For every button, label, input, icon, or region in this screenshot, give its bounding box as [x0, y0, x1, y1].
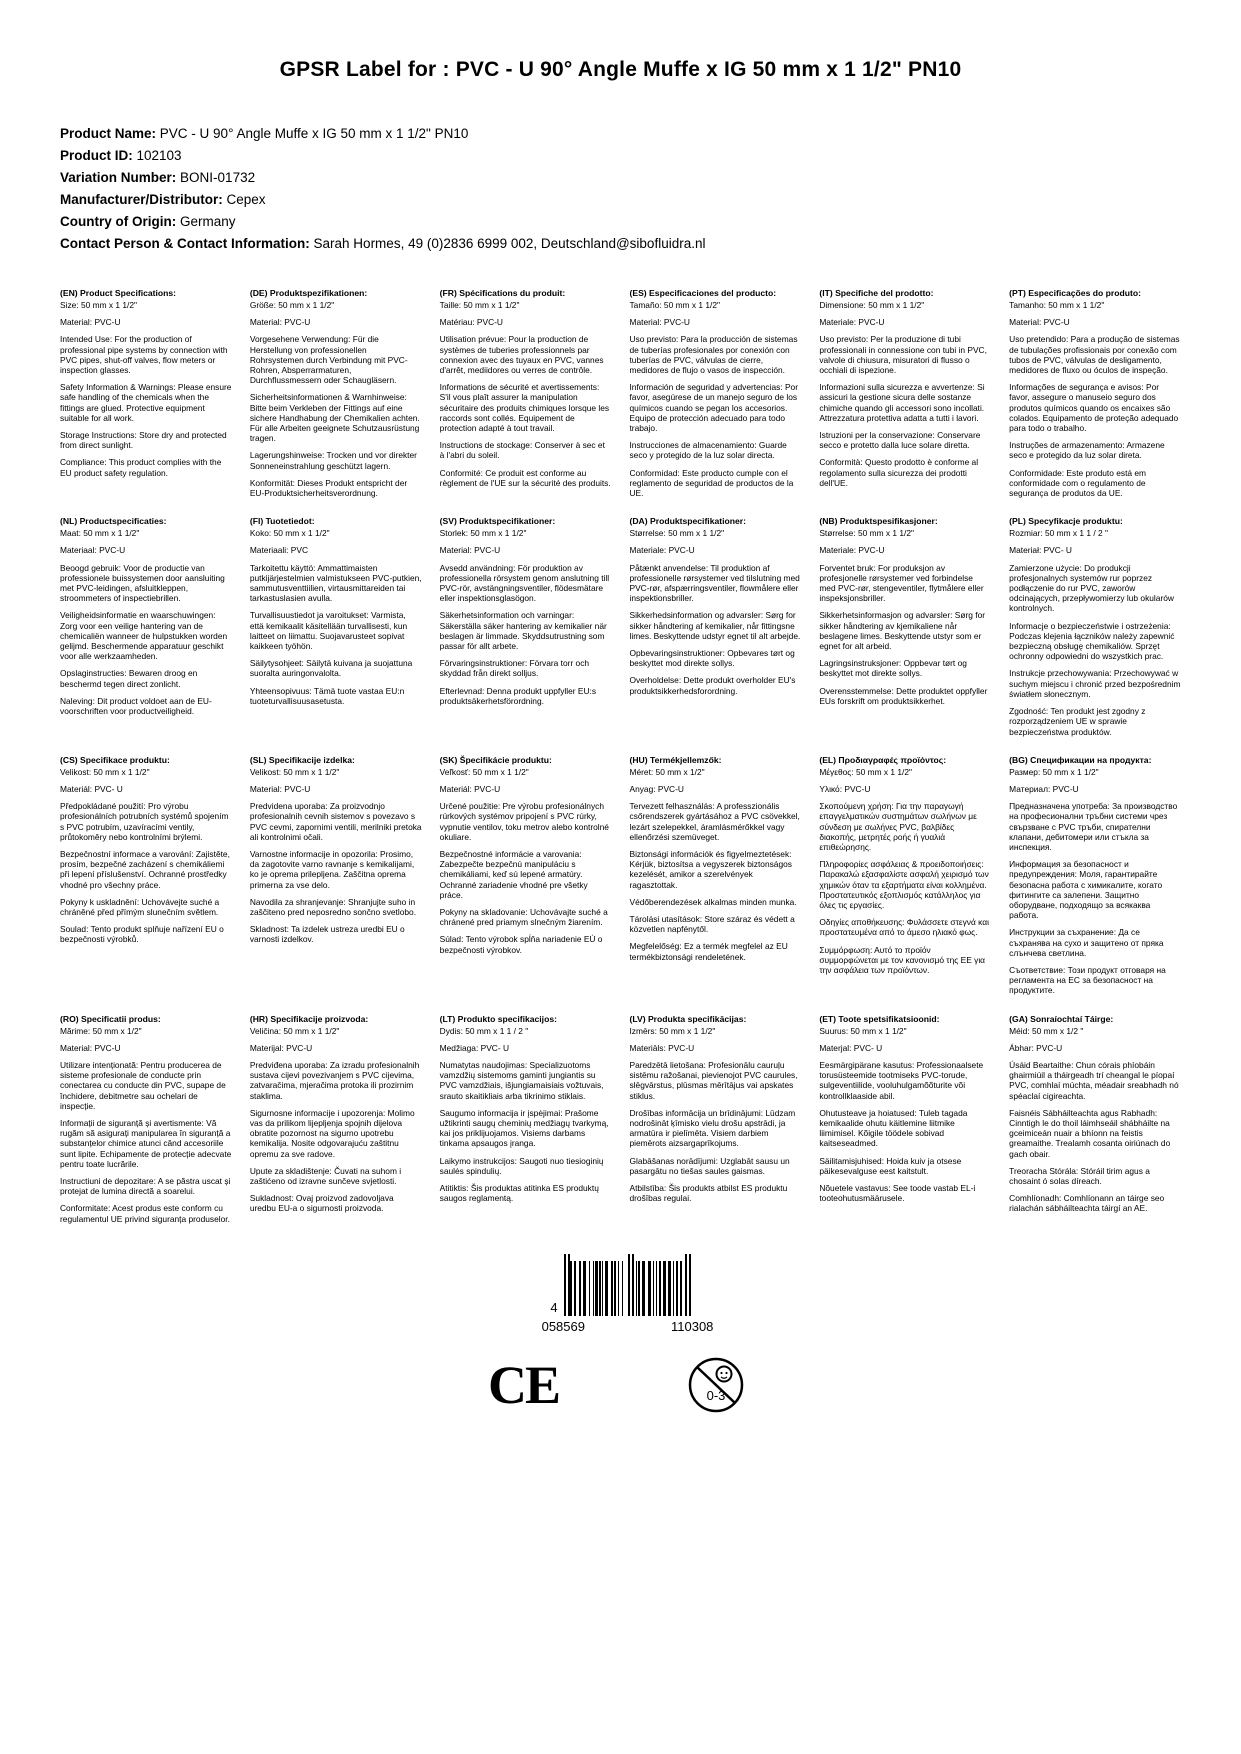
spec-paragraph: Размер: 50 mm x 1 1/2"	[1009, 766, 1099, 777]
spec-paragraph: Μέγεθος: 50 mm x 1 1/2"	[819, 766, 913, 777]
spec-paragraph: Materiaali: PVC	[249, 545, 309, 556]
spec-paragraph: Utilisation prévue: Pour la production de systèmes de tuberies professionnels par connexion avec des tuyaux en PVC, vannes d'arrêt, mediidores ou verres de contrôle.	[439, 334, 604, 376]
spec-paragraph: Naleving: Dit product voldoet aan de EU-voorschriften voor productveiligheid.	[60, 695, 212, 717]
spec-paragraph: Størrelse: 50 mm x 1 1/2"	[629, 528, 725, 539]
spec-paragraph: Treoracha Stórála: Stóráil tirim agus a chosaint ó solas díreach.	[1009, 1165, 1150, 1186]
spec-paragraph: Υλικό: PVC-U	[819, 783, 871, 794]
spec-paragraph: Úsáid Beartaithe: Chun córais phíobáin ghairmiúil a tháirgeadh trí cheangal le píopaí PVC, comhlaí múchta, méadair sreabhadh nó spéaclaí cigireachta.	[1009, 1059, 1179, 1101]
spec-paragraph: Izmērs: 50 mm x 1 1/2"	[629, 1025, 716, 1036]
spec-block-title: (SL) Specifikacije izdelka:	[249, 754, 355, 765]
spec-block-body	[1009, 528, 1181, 736]
spec-block-nl	[60, 516, 232, 736]
spec-paragraph: Materjal: PVC- U	[819, 1042, 883, 1053]
meta-row-product-id	[60, 146, 1181, 166]
spec-paragraph: Materiale: PVC-U	[629, 545, 695, 556]
spec-paragraph: Atitiktis: Šis produktas atitinka ES produktų saugos reglamentą.	[439, 1183, 599, 1204]
spec-paragraph: Informacje o bezpieczeństwie i ostrzeżenia: Podczas klejenia łączników należy zapewnić bezpieczną obsługę chemikaliów. Sprzęt ochronny odpowiedni do wszystkich prac.	[1009, 620, 1175, 662]
spec-paragraph: Informations de sécurité et avertissements: S'il vous plaît assurer la manipulation sécuritaire des produits chimiques lorsque les raccords sont collés. Equipement de protection adapté à tout travail.	[439, 382, 610, 434]
spec-paragraph: Material: PVC-U	[60, 317, 121, 328]
spec-paragraph: Съответствие: Този продукт отговаря на регламента на ЕС за безопасност на продуктите.	[1009, 964, 1166, 996]
spec-block-title: (NB) Produktspesifikasjoner:	[819, 516, 938, 527]
spec-block-body	[1009, 300, 1181, 498]
spec-paragraph: Saugumo informacija ir įspėjimai: Prašome užtikrinti saugų cheminių medžiagų tvarkymą, kai jos priklijuojamos. Visiems darbams tinkama apsaugos įranga.	[439, 1107, 609, 1149]
spec-block-title: (NL) Productspecificaties:	[60, 516, 167, 527]
spec-paragraph: Säkerhetsinformation och varningar: Säkerställa säker hantering av kemikalier när beslagen är limmade. Skyddsutrustning som passar för allt arbete.	[439, 610, 607, 652]
spec-paragraph: Sikkerhetsinformasjon og advarsler: Sørg for sikker håndtering av kjemikaliene når beslagene limes. Beskyttende utstyr som er egnet for alt arbeid.	[819, 610, 986, 652]
spec-block-body	[440, 528, 612, 706]
spec-block-body	[250, 528, 422, 706]
spec-paragraph: Materijal: PVC-U	[249, 1042, 313, 1053]
spec-paragraph: Pokyny na skladovanie: Uchovávajte suché a chránené pred priamym slnečným žiarením.	[439, 906, 608, 928]
spec-block-title: (ET) Toote spetsifikatsioonid:	[819, 1013, 940, 1024]
spec-block-title: (BG) Спецификации на продукта:	[1009, 754, 1152, 765]
spec-block-de	[250, 288, 422, 498]
spec-block-title: (SV) Produktspecifikationer:	[439, 516, 556, 527]
spec-paragraph: Materiał: PVC- U	[1009, 545, 1072, 556]
spec-paragraph: Konformität: Dieses Produkt entspricht der EU-Produktsicherheitsverordnung.	[249, 477, 408, 499]
spec-paragraph: Compliance: This product complies with the EU product safety regulation.	[60, 457, 222, 478]
spec-paragraph: Zamierzone użycie: Do produkcji profesjonalnych systemów rur poprzez podłączenie do rur PVC, zaworów odcinających, przepływomierzy lub okularów kontrolnych.	[1009, 562, 1174, 614]
spec-paragraph: Dimensione: 50 mm x 1 1/2"	[819, 300, 925, 310]
compliance-marks	[488, 1356, 753, 1414]
spec-paragraph: Οδηγίες αποθήκευσης: Φυλάσσετε στεγνά και προστατευμένα από το άμεσο ηλιακό φως.	[819, 917, 989, 938]
spec-block-body	[629, 767, 801, 962]
spec-block-el	[819, 755, 991, 996]
meta-row-product-name	[60, 124, 1181, 144]
spec-block-title: (EL) Προδιαγραφές προϊόντος:	[819, 754, 947, 765]
spec-paragraph: Glabāšanas norādījumi: Uzglabāt sausu un pasargātu no tiešas saules gaismas.	[629, 1155, 790, 1176]
spec-block-nb	[819, 516, 991, 736]
spec-paragraph: Sigurnosne informacije i upozorenja: Molimo vas da prilikom lijepljenja spojnih dijelova obratite pozornost na sigurno upotrebu kemikalija. Nosite odgovarajuću zaštitnu opremu za sve radove.	[249, 1107, 415, 1159]
spec-paragraph: Rozmiar: 50 mm x 1 1 / 2 "	[1009, 528, 1109, 539]
spec-block-title: (EN) Product Specifications:	[60, 288, 177, 298]
spec-paragraph: Lagringsinstruksjoner: Oppbevar tørt og beskyttet mot direkte sollys.	[819, 658, 967, 679]
spec-paragraph: Storage Instructions: Store dry and protected from direct sunlight.	[60, 430, 227, 451]
spec-block-body	[819, 767, 991, 975]
spec-paragraph: Súlad: Tento výrobok spĺňa nariadenie EÚ o bezpečnosti výrobkov.	[439, 934, 603, 955]
spec-paragraph: Predviđena uporaba: Za izradu profesionalnih sustava cijevi povezivanjem s PVC cijevima, zatvaračima, mjeračima protoka ili prozirnim staklima.	[249, 1059, 420, 1101]
spec-block-body	[60, 1026, 232, 1224]
spec-paragraph: Πληροφορίες ασφάλειας & προειδοποιήσεις: Παρακαλώ εξασφαλίστε ασφαλή χειρισμό των χημικών όταν τα εξαρτήματα είναι κολλημένα. Προστατευτικός εξοπλισμός κατάλληλος για όλες τις εργασίες.	[819, 859, 989, 910]
spec-block-body	[819, 1026, 991, 1204]
spec-block-bg	[1009, 755, 1181, 996]
spec-paragraph: Biztonsági információk és figyelmeztetések: Kérjük, biztosítsa a vegyszerek biztonságos kezelését, amikor a szerelvények ragasztottak.	[629, 848, 792, 890]
spec-block-title: (PT) Especificações do produto:	[1009, 288, 1141, 298]
spec-paragraph: Zgodność: Ten produkt jest zgodny z rozporządzeniem UE w sprawie bezpieczeństwa produktów.	[1009, 706, 1146, 737]
spec-paragraph: Pokyny k uskladnění: Uchovávejte suché a chráněné před přímým slunečním světlem.	[60, 896, 220, 917]
meta-label: Product Name:	[60, 126, 157, 141]
spec-paragraph: Tamanho: 50 mm x 1 1/2"	[1009, 300, 1105, 310]
spec-block-title: (RO) Specificatii produs:	[60, 1013, 161, 1024]
spec-block-sl	[250, 755, 422, 996]
spec-paragraph: Numatytas naudojimas: Specializuotoms vamzdžių sistemoms gaminti jungiantis su PVC vamzdžiais, išjungiamaisiais vožtuvais, srauto skaitikliais arba tikrinimo stiklais.	[439, 1059, 604, 1101]
spec-block-es	[629, 288, 801, 498]
spec-paragraph: Soulad: Tento produkt splňuje nařízení EU o bezpečnosti výrobků.	[60, 924, 224, 945]
spec-paragraph: Intended Use: For the production of professional pipe systems by connection with PVC pipes, shut-off valves, flow meters or inspection glasses.	[60, 334, 228, 376]
spec-paragraph: Atbilstība: Šis produkts atbilst ES produktu drošības regulai.	[629, 1183, 788, 1204]
spec-paragraph: Materiál: PVC- U	[60, 783, 123, 794]
spec-block-body	[819, 300, 991, 488]
spec-paragraph: Säilytysohjeet: Säilytä kuivana ja suojattuna suoralta auringonvalolta.	[249, 658, 413, 679]
meta-value: BONI-01732	[180, 170, 256, 185]
spec-row-4	[60, 1014, 1181, 1224]
spec-paragraph: Forventet bruk: For produksjon av profesjonelle rørsystemer ved forbindelse med PVC-rør, stengeventiler, flytmålere eller inspeksjonsbriller.	[819, 562, 984, 604]
spec-paragraph: Maat: 50 mm x 1 1/2"	[60, 528, 140, 539]
spec-paragraph: Bezpečnostní informace a varování: Zajistěte, prosím, bezpečné zacházení s chemikáliemi při lepení příslušenství. Ochranné prostředky vhodné pro všechny práce.	[60, 848, 230, 890]
spec-paragraph: Conformidad: Este producto cumple con el reglamento de seguridad de productos de la UE.	[629, 467, 794, 499]
spec-paragraph: Overholdelse: Dette produkt overholder EU's produktsikkerhedsforordning.	[629, 675, 796, 696]
spec-block-title: (SK) Špecifikácie produktu:	[439, 754, 552, 765]
svg-text:0-3: 0-3	[706, 1387, 726, 1403]
spec-paragraph: Velikost: 50 mm x 1 1/2"	[249, 766, 340, 777]
spec-block-title: (LT) Produkto specifikacijos:	[439, 1013, 557, 1024]
spec-block-fr	[440, 288, 612, 498]
spec-block-en	[60, 288, 232, 498]
spec-paragraph: Megfelelőség: Ez a termék megfelel az EU termékbiztonsági rendeletének.	[629, 941, 788, 962]
spec-paragraph: Materiál: PVC-U	[439, 783, 501, 794]
spec-paragraph: Förvaringsinstruktioner: Förvara torr och skyddad från direkt solljus.	[439, 658, 590, 679]
spec-paragraph: Laikymo instrukcijos: Saugoti nuo tiesioginių saulės spindulių.	[439, 1155, 604, 1176]
spec-paragraph: Avsedd användning: För produktion av professionella rörsystem genom anslutning till PVC-rör, avstängningsventiler, flödesmätare eller inspektionsglasögon.	[439, 562, 610, 604]
spec-block-lt	[440, 1014, 612, 1224]
spec-block-lv	[629, 1014, 801, 1224]
spec-paragraph: Materiale: PVC-U	[819, 317, 885, 328]
spec-block-ga	[1009, 1014, 1181, 1224]
spec-paragraph: Velikost: 50 mm x 1 1/2"	[60, 766, 150, 777]
spec-paragraph: Ábhar: PVC-U	[1009, 1042, 1063, 1053]
spec-paragraph: Tarkoitettu käyttö: Ammattimaisten putkijärjestelmien valmistukseen PVC-putkien, sammutusventtiilien, virtausmittareiden tai tarkastuslasien avulla.	[249, 562, 422, 604]
spec-paragraph: Tamaño: 50 mm x 1 1/2"	[629, 300, 720, 310]
spec-paragraph: Upute za skladištenje: Čuvati na suhom i zaštićeno od izravne sunčeve svjetlosti.	[249, 1165, 402, 1186]
spec-block-title: (DE) Produktspezifikationen:	[249, 288, 368, 298]
spec-block-title: (ES) Especificaciones del producto:	[629, 288, 777, 298]
spec-paragraph: Určené použitie: Pre výrobu profesionálnych rúrkových systémov pripojení s PVC rúrky, vypnutie ventilov, toku metrov alebo kontrolné okuliare.	[439, 801, 609, 842]
spec-block-body	[629, 300, 801, 498]
meta-value: 102103	[136, 148, 182, 163]
spec-paragraph: Material: PVC-U	[439, 545, 501, 556]
spec-block-sk	[440, 755, 612, 996]
spec-row-3	[60, 755, 1181, 996]
spec-paragraph: Material: PVC-U	[629, 317, 690, 328]
spec-paragraph: Instructions de stockage: Conserver à sec et à l'abri du soleil.	[439, 440, 605, 461]
meta-label: Manufacturer/Distributor:	[60, 192, 223, 207]
spec-block-title: (GA) Sonraíochtaí Táirge:	[1009, 1013, 1114, 1024]
meta-value: PVC - U 90° Angle Muffe x IG 50 mm x 1 1/2" PN10	[159, 126, 469, 141]
meta-value: Sarah Hormes, 49 (0)2836 6999 002, Deutschland@sibofluidra.nl	[313, 236, 706, 251]
spec-paragraph: Matériau: PVC-U	[439, 317, 503, 328]
age-warning-icon	[679, 1356, 753, 1414]
spec-paragraph: Vorgesehene Verwendung: Für die Herstellung von professionellen Rohrsystemen durch Verbindung mit PVC-Rohren, Absperrarmaturen, Durchflussmessern oder Schaugläsern.	[249, 334, 408, 386]
spec-paragraph: Mărime: 50 mm x 1/2"	[60, 1025, 142, 1036]
spec-block-body	[250, 300, 422, 498]
meta-label: Country of Origin:	[60, 214, 177, 229]
spec-paragraph: Предназначена употреба: За производство на професионални тръбни системи чрез свързване с PVC тръби, спирателни клапани, дебитомери или стъкла за инспекция.	[1009, 801, 1178, 852]
spec-paragraph: Opslaginstructies: Bewaren droog en beschermd tegen direct zonlicht.	[60, 668, 198, 689]
meta-label: Contact Person & Contact Information:	[60, 236, 310, 251]
spec-paragraph: Material: PVC-U	[249, 317, 311, 328]
spec-paragraph: Conformitate: Acest produs este conform cu regulamentul UE privind siguranța produselor.	[60, 1203, 230, 1224]
spec-block-pt	[1009, 288, 1181, 498]
spec-paragraph: Istruzioni per la conservazione: Conservare secco e protetto dalla luce solare diretta.	[819, 430, 981, 451]
spec-paragraph: Material: PVC-U	[60, 1042, 121, 1053]
spec-paragraph: Veľkosť: 50 mm x 1 1/2"	[439, 766, 529, 777]
spec-block-title: (DA) Produktspecifikationer:	[629, 516, 746, 527]
spec-paragraph: Anyag: PVC-U	[629, 783, 684, 794]
spec-paragraph: Utilizare intenționată: Pentru producerea de sisteme profesionale de conducte prin conectarea cu conducte din PVC, supape de închidere, debitmetre sau ochelari de inspecție.	[60, 1059, 226, 1111]
spec-paragraph: Beoogd gebruik: Voor de productie van professionele buissystemen door aansluiting met PVC-leidingen, afsluitkleppen, stroommeters of inspectiebrillen.	[60, 562, 225, 604]
barcode	[550, 1254, 690, 1316]
spec-paragraph: Veiligheidsinformatie en waarschuwingen: Zorg voor een veilige hantering van de chemicaliën wanneer de hulpstukken worden gelijmd. Beschermende apparatuur geschikt voor alle werkzaamheden.	[60, 610, 228, 662]
spec-paragraph: Информация за безопасност и предупреждения: Моля, гарантирайте безопасна работа с химикалите, когато фитингите са залепени. Защитно оборудване, подходящо за всякаква работа.	[1009, 859, 1163, 921]
spec-paragraph: Predvidena uporaba: Za proizvodnjo profesionalnih cevnih sistemov s povezavo s PVC cevmi, zapornimi ventili, merilniki pretoka ali kontrolnimi očali.	[249, 801, 422, 842]
spec-paragraph: Størrelse: 50 mm x 1 1/2"	[819, 528, 914, 539]
meta-label: Product ID:	[60, 148, 133, 163]
spec-block-body	[60, 300, 232, 478]
spec-paragraph: Nõuetele vastavus: See toode vastab EL-i tooteohutusmäärusele.	[819, 1183, 976, 1204]
spec-paragraph: Bezpečnostné informácie a varovania: Zabezpečte bezpečnú manipuláciu s chemikáliami, keď sú lepené armatúry. Ochranné zariadenie vhodné pre všetky práce.	[439, 848, 588, 900]
spec-paragraph: Varnostne informacije in opozorila: Prosimo, da zagotovite varno ravnanje s kemikalijami, ko je oprema prilepljena. Zaščitna oprema primerna za vse delo.	[249, 848, 415, 890]
barcode-numbers	[542, 1319, 714, 1334]
spec-paragraph: Předpokládané použití: Pro výrobu profesionálních potrubních systémů spojením s PVC potrubím, uzavíracími ventily, průtokoměry nebo kontrolními brýlemi.	[60, 801, 229, 842]
spec-paragraph: Drošības informācija un brīdinājumi: Lūdzam nodrošināt ķīmisko vielu drošu apstrādi, ja armatūra ir pielīmēta. Visiem darbiem piemērots aizsargaprīkojums.	[629, 1107, 796, 1149]
spec-row-2	[60, 516, 1181, 736]
spec-paragraph: Conformità: Questo prodotto è conforme al regolamento sulla sicurezza dei prodotti dell'UE.	[819, 457, 979, 488]
spec-paragraph: Größe: 50 mm x 1 1/2"	[249, 300, 335, 310]
spec-paragraph: Eesmärgipärane kasutus: Professionaalsete torusüsteemide tootmiseks PVC-torude, sulgeventiilide, vooluhulgamõõturite või kontrollklaaside abil.	[819, 1059, 984, 1101]
spec-paragraph: Sikkerhedsinformation og advarsler: Sørg for sikker håndtering af kemikalier, når fittingsne limes. Beskyttende udstyr egnet til alt arbejde.	[629, 610, 801, 641]
spec-paragraph: Material: PVC-U	[249, 783, 311, 794]
spec-paragraph: Tervezett felhasználás: A professzionális csőrendszerek gyártásához a PVC csövekkel, lezárt szelepekkel, áramlásmérőkkel vagy ellenőrzési szemüveget.	[629, 801, 800, 842]
spec-block-body	[60, 528, 232, 716]
spec-paragraph: Materiāls: PVC-U	[629, 1042, 695, 1053]
spec-block-fi	[250, 516, 422, 736]
barcode-left-digits: 058569	[541, 1318, 585, 1334]
spec-block-et	[819, 1014, 991, 1224]
barcode-lead-digit: 4	[550, 1299, 558, 1315]
spec-paragraph: Storlek: 50 mm x 1 1/2"	[439, 528, 527, 539]
barcode-right-digits: 110308	[670, 1318, 714, 1334]
spec-paragraph: Sukladnost: Ovaj proizvod zadovoljava uredbu EU-a o sigurnosti proizvoda.	[249, 1193, 394, 1214]
spec-block-da	[629, 516, 801, 736]
spec-paragraph: Faisnéis Sábháilteachta agus Rabhadh: Cinntigh le do thoil láimhseáil shábháilte na gceimiceán nuair a bhíonn na feistis greamaithe. Trealamh cosanta oiriúnach do gach obair.	[1009, 1107, 1171, 1159]
spec-block-title: (IT) Specifiche del prodotto:	[819, 288, 934, 298]
spec-paragraph: Overensstemmelse: Dette produktet oppfyller EUs forskrift om produktsikkerhet.	[819, 685, 988, 706]
spec-block-body	[250, 1026, 422, 1214]
product-meta	[60, 124, 1181, 254]
spec-paragraph: Uso previsto: Para la producción de sistemas de tuberías profesionales por conexión con tuberías de PVC, válvulas de cierre, medidores de flujo o vasos de inspección.	[629, 334, 798, 376]
meta-row-country-of-origin	[60, 212, 1181, 232]
spec-paragraph: Material: PVC-U	[1009, 317, 1070, 328]
spec-paragraph: Sicherheitsinformationen & Warnhinweise: Bitte beim Verkleben der Fittings auf eine sichere Handhabung der Chemikalien achten. Für alle Arbeiten geeignete Schutzausrüstung tragen.	[249, 392, 420, 444]
spec-paragraph: Instrucciones de almacenamiento: Guarde seco y protegido de la luz solar directa.	[629, 440, 787, 461]
spec-paragraph: Dydis: 50 mm x 1 1 / 2 "	[439, 1025, 529, 1036]
spec-paragraph: Opbevaringsinstruktioner: Opbevares tørt og beskyttet mod direkte sollys.	[629, 648, 795, 669]
spec-block-hu	[629, 755, 801, 996]
spec-paragraph: Safety Information & Warnings: Please ensure safe handling of the chemicals when the fittings are glued. Protective equipment suitable for all work.	[60, 382, 232, 423]
spec-block-body	[440, 1026, 612, 1204]
spec-block-body	[250, 767, 422, 945]
meta-row-variation-number	[60, 168, 1181, 188]
spec-paragraph: Védőberendezések alkalmas minden munka.	[629, 896, 797, 907]
spec-paragraph: Efterlevnad: Denna produkt uppfyller EU:s produktsäkerhetsförordning.	[439, 685, 597, 706]
spec-block-title: (FR) Spécifications du produit:	[439, 288, 566, 298]
spec-paragraph: Materiaal: PVC-U	[60, 545, 126, 556]
spec-paragraph: Tárolási utasítások: Store száraz és védett a közvetlen napfénytől.	[629, 913, 795, 935]
ce-mark-icon: CE	[487, 1354, 559, 1415]
spec-paragraph: Instructiuni de depozitare: A se păstra uscat și protejat de lumina directă a soarelui.	[60, 1176, 231, 1197]
spec-block-hr	[250, 1014, 422, 1224]
spec-block-title: (FI) Tuotetiedot:	[249, 516, 315, 527]
spec-paragraph: Size: 50 mm x 1 1/2"	[60, 300, 137, 310]
meta-row-contact	[60, 234, 1181, 254]
spec-block-title: (CS) Specifikace produktu:	[60, 754, 170, 765]
spec-block-body	[1009, 767, 1181, 996]
spec-paragraph: Påtænkt anvendelse: Til produktion af professionelle rørsystemer ved tilslutning med PVC-rør, afspærringsventiler, flowmålere eller inspektionsbriller.	[629, 562, 800, 604]
spec-paragraph: Méret: 50 mm x 1/2"	[629, 766, 705, 777]
spec-block-body	[629, 528, 801, 696]
spec-paragraph: Lagerungshinweise: Trocken und vor direkter Sonneneinstrahlung geschützt lagern.	[249, 450, 417, 471]
spec-paragraph: Taille: 50 mm x 1 1/2"	[439, 300, 520, 310]
meta-value: Cepex	[226, 192, 266, 207]
spec-block-title: (PL) Specyfikacje produktu:	[1009, 516, 1123, 527]
spec-block-body	[60, 767, 232, 945]
spec-paragraph: Koko: 50 mm x 1 1/2"	[249, 528, 330, 539]
spec-paragraph: Conformidade: Este produto está em conformidade com o regulamento de segurança de produtos da UE.	[1009, 467, 1147, 499]
spec-block-body	[1009, 1026, 1181, 1214]
spec-block-title: (HU) Termékjellemzők:	[629, 754, 722, 765]
spec-paragraph: Инструкции за съхранение: Да се съхранява на сухо и защитено от пряка слънчева светлина.	[1009, 927, 1164, 958]
spec-block-body	[629, 1026, 801, 1204]
spec-paragraph: Instrukcje przechowywania: Przechowywać w suchym miejscu i chronić przed bezpośrednim światłem słonecznym.	[1009, 668, 1181, 699]
spec-block-title: (LV) Produkta specifikācijas:	[629, 1013, 747, 1024]
spec-paragraph: Veličina: 50 mm x 1 1/2"	[249, 1025, 340, 1036]
barcode-bars	[564, 1254, 691, 1316]
spec-paragraph: Suurus: 50 mm x 1 1/2"	[819, 1025, 907, 1036]
spec-paragraph: Yhteensopivuus: Tämä tuote vastaa EU:n tuoteturvallisuusasetusta.	[249, 685, 405, 706]
spec-paragraph: Материал: PVC-U	[1009, 783, 1079, 794]
spec-paragraph: Uso previsto: Per la produzione di tubi professionali in connessione con tubi in PVC, valvole di chiusura, misuratori di flusso o occhiali di ispezione.	[819, 334, 987, 376]
spec-paragraph: Paredzētā lietošana: Profesionālu cauruļu sistēmu ražošanai, pievienojot PVC caurules, slēgvārstus, plūsmas mērītājus vai apskates stiklus.	[629, 1059, 798, 1101]
spec-paragraph: Turvallisuustiedot ja varoitukset: Varmista, että kemikaalit käsitellään turvallisesti, kun laitteet on liimattu. Suojavarusteet sopivat kaikkeen työhön.	[249, 610, 408, 652]
spec-paragraph: Uso pretendido: Para a produção de sistemas de tubulações profissionais por conexão com tubos de PVC, válvulas de desligamento, medidores de fluxo ou óculos de inspeção.	[1009, 334, 1180, 376]
spec-paragraph: Instruções de armazenamento: Armazene seco e protegido da luz solar direta.	[1009, 440, 1165, 461]
spec-paragraph: Informații de siguranță și avertismente: Vă rugăm să asigurați manipularea în siguranță a substanțelor chimice atunci când accesoriile sunt lipite. Echipamente de protecție adecvate pentru toate lucrările.	[60, 1117, 232, 1169]
spec-block-sv	[440, 516, 612, 736]
spec-block-title: (HR) Specifikacije proizvoda:	[249, 1013, 369, 1024]
spec-paragraph: Méid: 50 mm x 1/2 "	[1009, 1025, 1084, 1036]
meta-value: Germany	[180, 214, 236, 229]
spec-row-1	[60, 288, 1181, 498]
spec-block-it	[819, 288, 991, 498]
spec-block-body	[819, 528, 991, 706]
spec-paragraph: Informações de segurança e avisos: Por favor, assegure o manuseio seguro dos produtos químicos quando os encaixes são colados. Equipamento de proteção adequado para todo o trabalho.	[1009, 382, 1179, 434]
page-title: GPSR Label for : PVC - U 90° Angle Muffe x IG 50 mm x 1 1/2" PN10	[279, 58, 962, 81]
spec-paragraph: Materiale: PVC-U	[819, 545, 885, 556]
spec-block-cs	[60, 755, 232, 996]
spec-paragraph: Informazioni sulla sicurezza e avvertenze: Si assicuri la gestione sicura delle sostanze chimiche quando gli accessori sono incollati. Attrezzatura protettiva adatta a tutti i lavori.	[819, 382, 985, 423]
spec-paragraph: Navodila za shranjevanje: Shranjujte suho in zaščiteno pred neposredno sončno svetlobo.	[249, 896, 417, 917]
meta-label: Variation Number:	[60, 170, 177, 185]
spec-paragraph: Συμμόρφωση: Αυτό το προϊόν συμμορφώνεται με τον κανονισμό της ΕΕ για την ασφάλεια των προϊόντων.	[819, 944, 986, 975]
footer	[60, 1254, 1181, 1414]
meta-row-manufacturer	[60, 190, 1181, 210]
spec-block-body	[440, 767, 612, 955]
spec-block-body	[440, 300, 612, 488]
spec-block-pl	[1009, 516, 1181, 736]
spec-block-ro	[60, 1014, 232, 1224]
spec-paragraph: Säilitamisjuhised: Hoida kuiv ja otsese päikesevalguse eest kaitstult.	[819, 1155, 962, 1176]
spec-paragraph: Información de seguridad y advertencias: Por favor, asegúrese de un manejo seguro de los químicos cuando se pegan los accesorios. Equipo de protección adecuado para todo trabajo.	[629, 382, 799, 434]
spec-paragraph: Skladnost: Ta izdelek ustreza uredbi EU o varnosti izdelkov.	[249, 924, 405, 945]
spec-paragraph: Conformité: Ce produit est conforme au règlement de l'UE sur la sécurité des produits.	[439, 467, 611, 488]
spec-paragraph: Medžiaga: PVC- U	[439, 1042, 510, 1053]
spec-paragraph: Σκοπούμενη χρήση: Για την παραγωγή επαγγελματικών συστημάτων σωλήνων με σύνδεση με σωλήνες PVC, βαλβίδες διακοπής, μετρητές ροής ή γυαλιά επιθεώρησης.	[819, 801, 977, 852]
spec-paragraph: Comhlíonadh: Comhlíonann an táirge seo rialachán sábháilteachta táirgí an AE.	[1009, 1193, 1165, 1214]
spec-paragraph: Ohutusteave ja hoiatused: Tuleb tagada kemikaalide ohutu käitlemine liitmike liimimisel. Kõigile töödele sobivad kaitseseadmed.	[819, 1107, 968, 1149]
